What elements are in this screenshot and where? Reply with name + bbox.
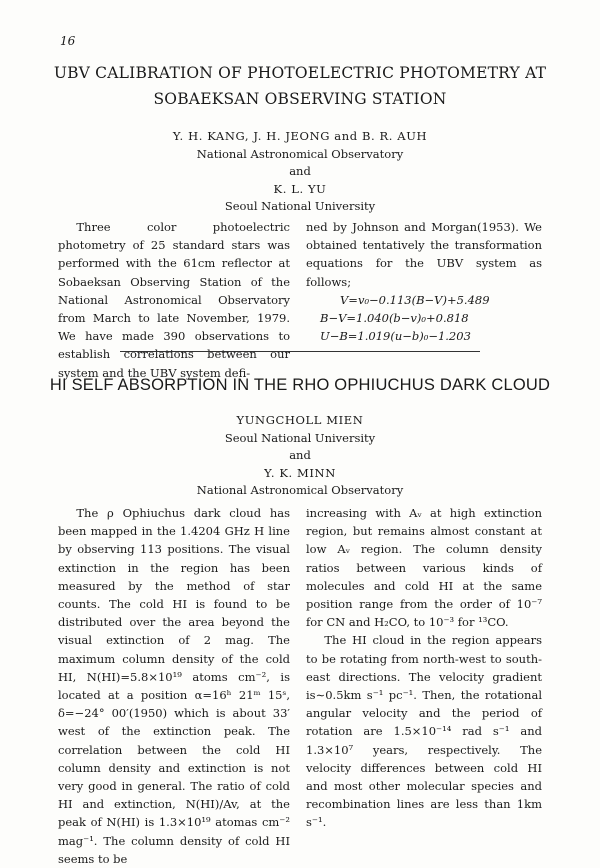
paper2-authors-block (40, 412, 560, 500)
paper2-author2: Y. K. MINN (264, 465, 336, 480)
equation-1: V=v₀−0.113(B−V)+5.489 (340, 292, 490, 307)
paper2-abstract-col2 (306, 504, 542, 832)
paper2-and: and (289, 448, 311, 462)
section-divider (120, 351, 480, 352)
paper1-abstract-col1 (58, 218, 290, 382)
paper1-authors-block (40, 128, 560, 216)
equation-3: U−B=1.019(u−b)₀−1.203 (320, 329, 471, 344)
paper1-abstract-text2: ned by Johnson and Morgan(1953). We obtained tentatively the transformation equations for the UBV system as follows; (306, 220, 542, 289)
page-number: 16 (60, 34, 76, 48)
paper1-title-line2: SOBAEKSAN OBSERVING STATION (153, 90, 447, 108)
paper2-affiliation2: National Astronomical Observatory (196, 483, 404, 497)
paper1-author2: K. L. YU (273, 181, 327, 196)
paper2-abstract-text1: The ρ Ophiuchus dark cloud has been mapped in the 1.4204 GHz H line by observing 113 positions. The visual extinction in the region has been measured by the method of star counts. The cold HI is found to be distributed over the area beyond the visual extinction of 2 mag. The maximum column density of the cold HI, N(HI)=5.8×10¹⁹ atoms cm⁻², is located at a position α=16ʰ 21ᵐ 15ˢ, δ=−24° 00′(1950) which is about 33′ west of the extinction peak. The correlation between the cold HI column density and extinction is not very good in general. The ratio of cold HI and extinction, N(HI)/Av, at the peak of N(HI) is 1.3×10¹⁹ atomas cm⁻² mag⁻¹. The column density of cold HI seems to be (58, 506, 290, 866)
paper1-authors: Y. H. KANG, J. H. JEONG and B. R. AUH (172, 129, 428, 143)
paper1-title-line1: UBV CALIBRATION OF PHOTOELECTRIC PHOTOMETRY AT (53, 64, 547, 82)
paper1-affiliation2: Seoul National University (224, 199, 376, 213)
paper1-affiliation1: National Astronomical Observatory (196, 146, 404, 161)
paper2-title: HI SELF ABSORPTION IN THE RHO OPHIUCHUS DARK CLOUD (49, 376, 551, 394)
paper2-abstract-col1 (58, 504, 290, 868)
paper1-abstract-text1: Three color photoelectric photometry of 25 standard stars was performed with the 61cm reflector at Sobaeksan Observing Station of the National Astronomical Observatory from March to late November, 1979. We have made 390 observations to establish correlations between our system and the UBV system defi- (58, 220, 290, 380)
paper2-author1: YUNGCHOLL MIEN (236, 413, 364, 427)
paper1-and: and (289, 164, 311, 178)
paper2-affiliation1: Seoul National University (224, 430, 376, 445)
paper2-abstract-text2: increasing with Aᵥ at high extinction region, but remains almost constant at low Aᵥ region. The column density ratios between various kinds of molecules and cold HI at the same position range from the order of 10⁻⁷ for CN and H₂CO, to 10⁻³ for ¹³CO. (306, 506, 542, 630)
paper1-abstract-col2 (306, 218, 542, 345)
paper2-abstract-text3: The HI cloud in the region appears to be rotating from north-west to south-east directions. The velocity gradient is∼0.5km s⁻¹ pc⁻¹. Then, the rotational angular velocity and the period of rotation are 1.5×10⁻¹⁴ rad s⁻¹ and 1.3×10⁷ years, respectively. The velocity differences between cold HI and most other molecular species and recombination lines are less than 1km s⁻¹. (306, 633, 542, 830)
equation-2: B−V=1.040(b−v)₀+0.818 (320, 311, 469, 326)
paper1-title (40, 60, 560, 112)
